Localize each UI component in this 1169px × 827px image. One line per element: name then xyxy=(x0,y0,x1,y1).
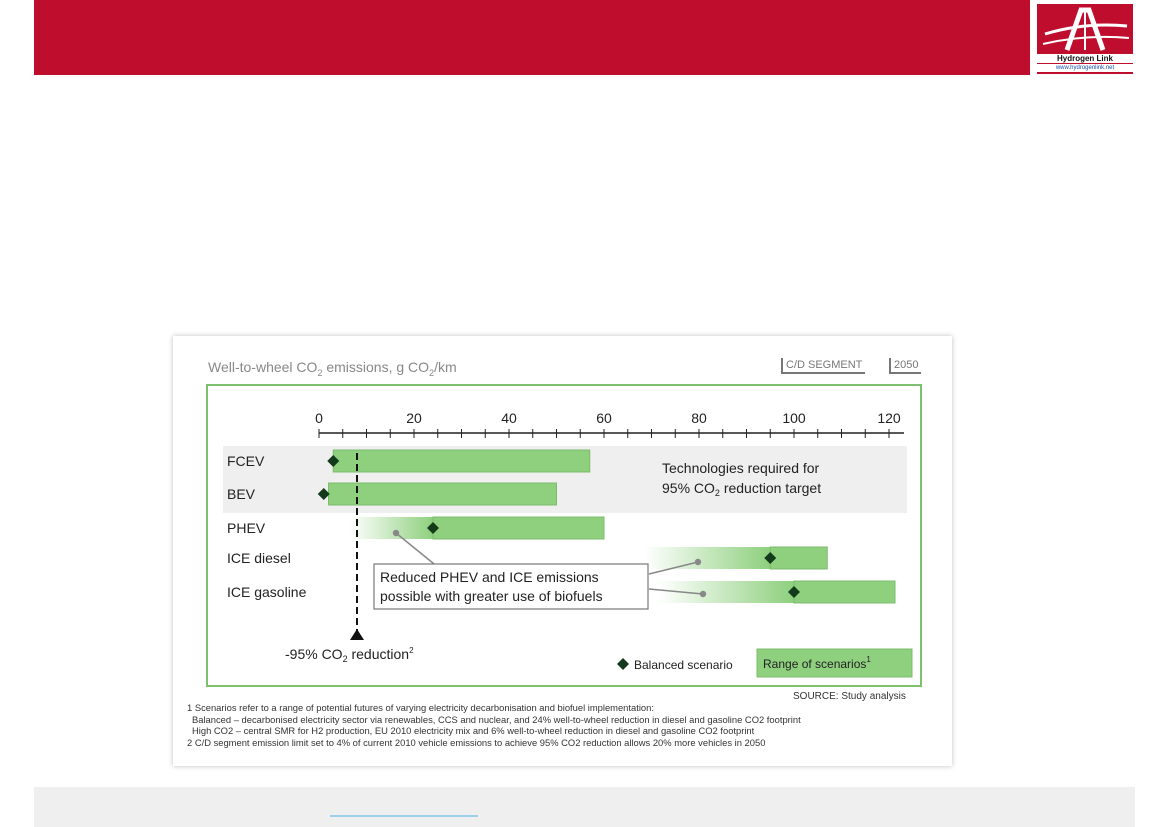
footnote-balanced: Balanced – decarbonised electricity sector via renewables, CCS and nuclear, and 24% well-to-wheel reduction in diesel and gasoline CO2 footprint xyxy=(192,713,801,725)
legend-balanced-label: Balanced scenario xyxy=(634,658,733,672)
band-annotation-line2: 95% $CO_2$ reduction target xyxy=(662,480,822,498)
category-label: BEV xyxy=(227,486,256,502)
legend-range-label: Range of scenarios$^1$ xyxy=(763,655,871,671)
footer-link[interactable] xyxy=(330,815,478,817)
target-triangle xyxy=(350,629,364,640)
footnotes xyxy=(187,702,801,748)
category-label: ICE diesel xyxy=(227,550,291,566)
logo-url[interactable]: www.hydrogenlink.net xyxy=(1037,64,1133,72)
source-note: SOURCE: Study analysis xyxy=(793,691,906,702)
segment-label: C/D SEGMENT xyxy=(781,358,865,374)
category-label: PHEV xyxy=(227,520,266,536)
emissions-chart xyxy=(173,336,952,696)
callout-dot xyxy=(695,559,701,565)
range-bar xyxy=(329,483,557,505)
x-tick-label: 100 xyxy=(782,410,806,426)
range-bar xyxy=(770,547,827,569)
callout-dot xyxy=(700,591,706,597)
footer-bar xyxy=(34,787,1135,827)
x-tick-label: 0 xyxy=(315,410,323,426)
target-label: -95% $CO_2$ reduction$^2$ xyxy=(285,646,414,664)
header-bar xyxy=(34,0,1030,75)
legend-balanced-marker xyxy=(617,658,629,670)
logo-mark-icon xyxy=(1037,4,1133,54)
chart-title: Well-to-wheel $CO_2$ emissions, g $CO_2/km$ xyxy=(208,359,457,378)
biofuel-fade-bar xyxy=(350,517,433,539)
range-bar xyxy=(794,581,895,603)
biofuel-fade-bar xyxy=(645,547,771,569)
x-tick-label: 60 xyxy=(596,410,612,426)
chart-card xyxy=(173,336,952,766)
footnote-1: 1 Scenarios refer to a range of potential futures of varying electricity decarbonisation and biofuel implementation: xyxy=(187,702,654,713)
category-label: ICE gasoline xyxy=(227,584,307,600)
hydrogen-link-logo[interactable] xyxy=(1037,4,1133,74)
x-tick-label: 20 xyxy=(406,410,422,426)
footnote-2: 2 C/D segment emission limit set to 4% of current 2010 vehicle emissions to achieve 95% CO2 reduction allows 20% more vehicles in 2050 xyxy=(187,736,766,748)
callout-line1: Reduced PHEV and ICE emissions xyxy=(380,569,599,585)
range-bar xyxy=(333,450,590,472)
footnote-high-co2: High CO2 – central SMR for H2 production, EU 2010 electricity mix and 6% well-to-wheel reduction in diesel and gasoline CO2 footprint xyxy=(192,725,755,736)
callout-line2: possible with greater use of biofuels xyxy=(380,588,603,604)
year-label: 2050 xyxy=(889,358,921,374)
band-annotation-line1: Technologies required for xyxy=(662,460,820,476)
category-label: FCEV xyxy=(227,453,265,469)
x-tick-label: 40 xyxy=(501,410,517,426)
x-tick-label: 120 xyxy=(877,410,901,426)
logo-name: Hydrogen Link xyxy=(1037,54,1133,63)
range-bar xyxy=(433,517,604,539)
callout-dot xyxy=(393,530,399,536)
x-tick-label: 80 xyxy=(691,410,707,426)
